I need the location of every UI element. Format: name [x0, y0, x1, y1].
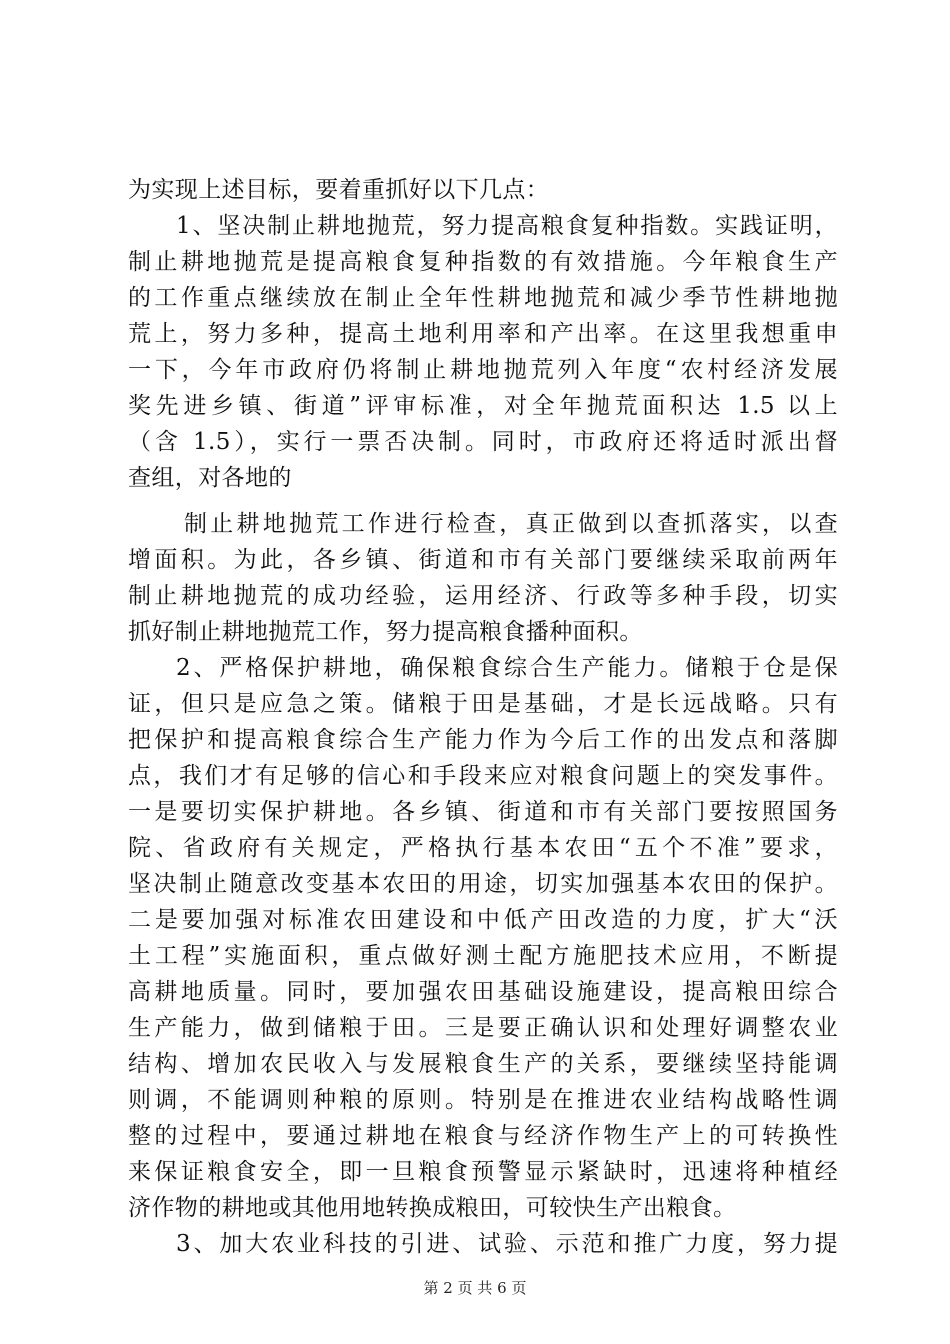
- text-line: 2、严格保护耕地，确保粮食综合生产能力。储粮于仓是保: [176, 655, 838, 681]
- text-line: 院、省政府有关规定，严格执行基本农田“五个不准”要求，: [128, 835, 838, 861]
- text-line: 结构、增加农民收入与发展粮食生产的关系，要继续坚持能调: [128, 1051, 838, 1077]
- text-line: 的工作重点继续放在制止全年性耕地抛荒和减少季节性耕地抛: [128, 285, 838, 311]
- text-line: 抓好制止耕地抛荒工作，努力提高粮食播种面积。: [128, 619, 643, 645]
- text-line: 3、加大农业科技的引进、试验、示范和推广力度，努力提: [176, 1231, 838, 1257]
- text-line: 奖先进乡镇、街道”评审标准，对全年抛荒面积达 1.5 以上: [128, 393, 838, 419]
- text-line: 济作物的耕地或其他用地转换成粮田，可较快生产出粮食。: [128, 1195, 737, 1221]
- text-line: 一是要切实保护耕地。各乡镇、街道和市有关部门要按照国务: [128, 799, 838, 825]
- text-line: 二是要加强对标准农田建设和中低产田改造的力度，扩大“沃: [128, 907, 838, 933]
- text-line: 制止耕地抛荒工作进行检查，真正做到以查抓落实，以查: [184, 511, 838, 537]
- text-line: 土工程”实施面积，重点做好测土配方施肥技术应用，不断提: [128, 943, 838, 969]
- page-footer: 第 2 页 共 6 页: [423, 1279, 527, 1297]
- text-line: 制止耕地抛荒是提高粮食复种指数的有效措施。今年粮食生产: [128, 249, 838, 275]
- text-line: 1、坚决制止耕地抛荒，努力提高粮食复种指数。实践证明，: [176, 213, 838, 239]
- text-line: 一下，今年市政府仍将制止耕地抛荒列入年度“农村经济发展: [128, 357, 838, 383]
- text-line: 高耕地质量。同时，要加强农田基础设施建设，提高粮田综合: [128, 979, 838, 1005]
- text-line: 把保护和提高粮食综合生产能力作为今后工作的出发点和落脚: [128, 727, 838, 753]
- text-line: 增面积。为此，各乡镇、街道和市有关部门要继续采取前两年: [128, 547, 838, 573]
- text-line: 来保证粮食安全，即一旦粮食预警显示紧缺时，迅速将种植经: [128, 1159, 838, 1185]
- text-line: 则调，不能调则种粮的原则。特别是在推进农业结构战略性调: [128, 1087, 838, 1113]
- text-line: 查组，对各地的: [128, 465, 292, 491]
- text-line: （含 1.5），实行一票否决制。同时，市政府还将适时派出督: [128, 429, 838, 455]
- text-line: 整的过程中，要通过耕地在粮食与经济作物生产上的可转换性: [128, 1123, 838, 1149]
- text-line: 制止耕地抛荒的成功经验，运用经济、行政等多种手段，切实: [128, 583, 838, 609]
- text-line: 荒上，努力多种，提高土地利用率和产出率。在这里我想重申: [128, 321, 838, 347]
- text-line: 证，但只是应急之策。储粮于田是基础，才是长远战略。只有: [128, 691, 838, 717]
- text-line: 生产能力，做到储粮于田。三是要正确认识和处理好调整农业: [128, 1015, 838, 1041]
- text-line: 为实现上述目标，要着重抓好以下几点：: [128, 177, 550, 203]
- text-line: 点，我们才有足够的信心和手段来应对粮食问题上的突发事件。: [128, 763, 838, 789]
- text-line: 坚决制止随意改变基本农田的用途，切实加强基本农田的保护。: [128, 871, 838, 897]
